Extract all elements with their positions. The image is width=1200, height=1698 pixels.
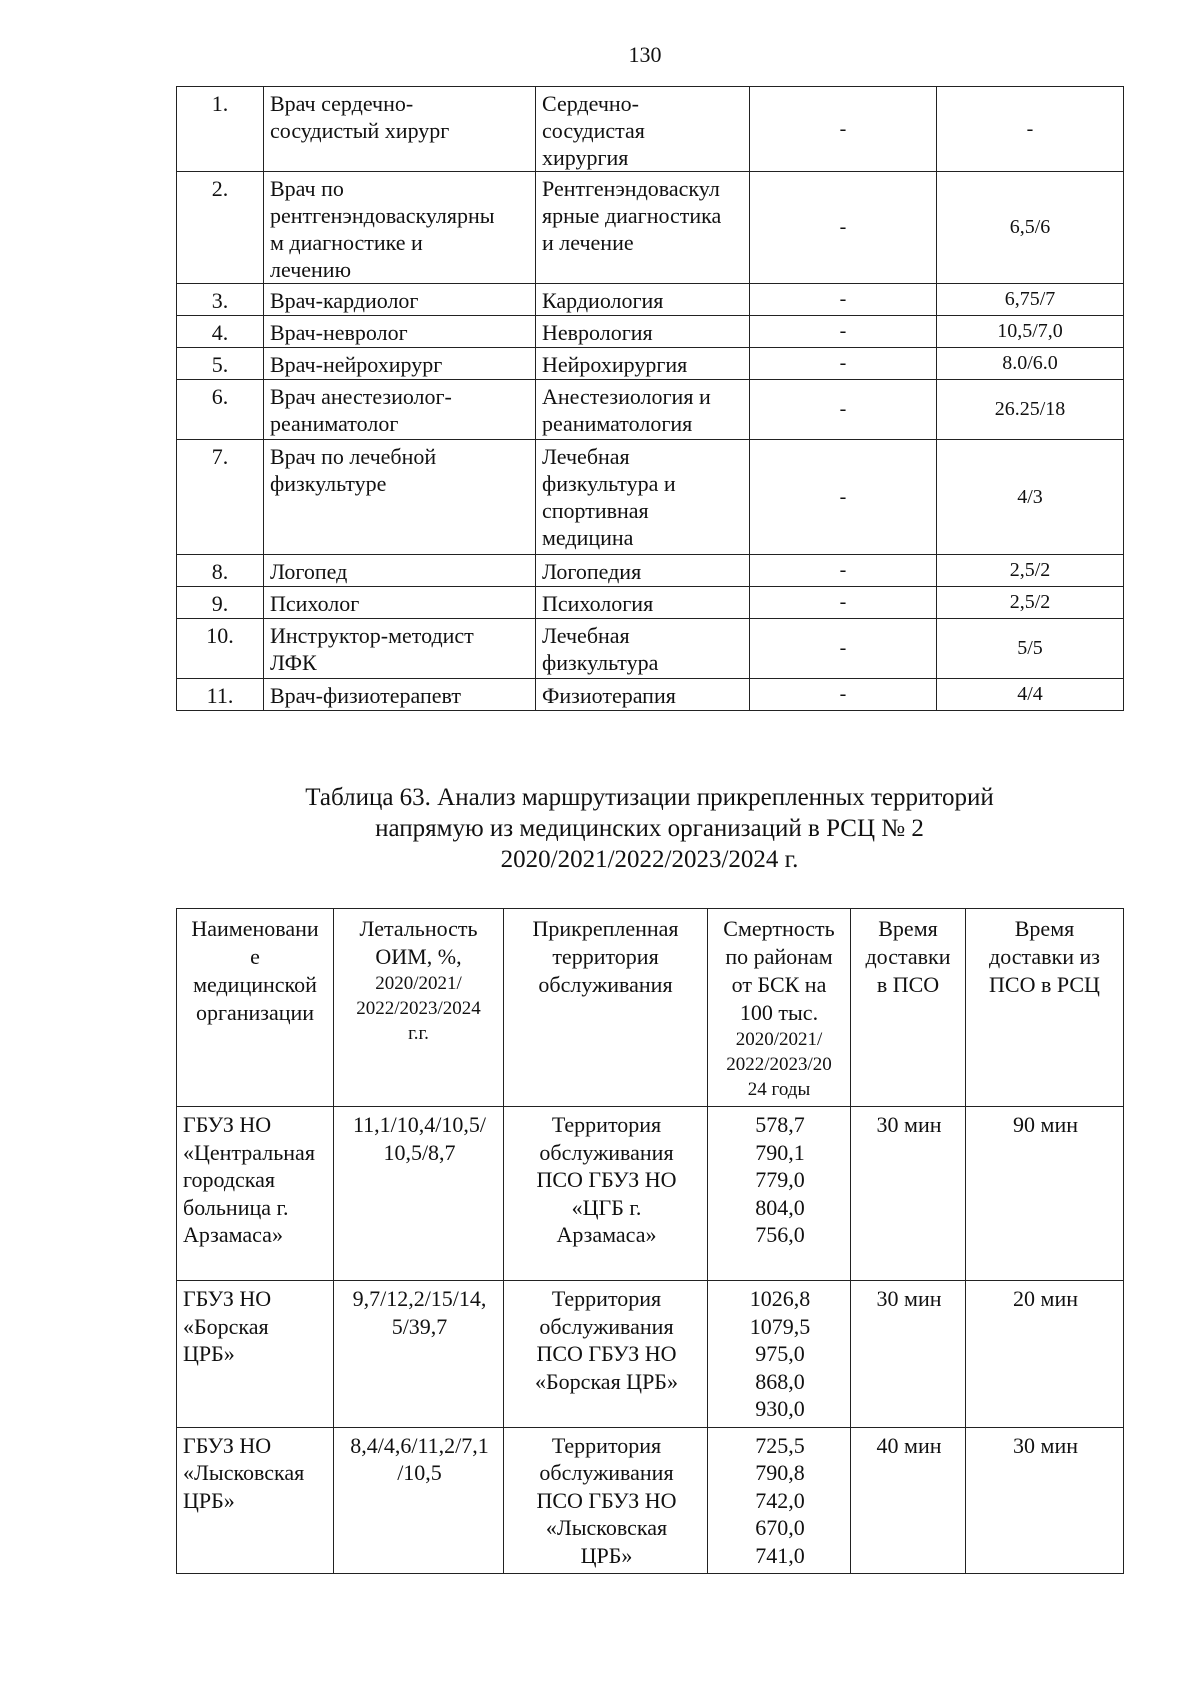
mortality-line: 1026,8 bbox=[749, 1286, 811, 1311]
organization-line: больница г. bbox=[183, 1194, 289, 1220]
table-row bbox=[177, 172, 1124, 284]
table-row bbox=[177, 587, 1124, 619]
lethality-line: 5/39,7 bbox=[391, 1313, 448, 1339]
value2-cell: 6,5/6 bbox=[937, 172, 1124, 284]
value1-cell: - bbox=[750, 348, 937, 380]
position-line: Врач по bbox=[270, 176, 344, 201]
column-header bbox=[966, 909, 1124, 1107]
mortality-line: 779,0 bbox=[755, 1167, 805, 1192]
table-row bbox=[177, 284, 1124, 316]
specialty-line: Сердечно- bbox=[542, 91, 639, 116]
mortality-line: 975,0 bbox=[755, 1341, 805, 1366]
position-cell bbox=[264, 316, 536, 348]
header-line: доставки bbox=[865, 944, 951, 969]
mortality-line: 670,0 bbox=[755, 1515, 805, 1540]
organization-line: городская bbox=[183, 1167, 276, 1192]
caption-line: напрямую из медицинских организаций в РСЦ № 2 bbox=[375, 815, 924, 842]
delivery-pso-cell: 30 мин bbox=[851, 1107, 966, 1281]
mortality-line: 578,7 bbox=[755, 1112, 805, 1137]
column-header bbox=[177, 909, 334, 1107]
territory-line: ПСО ГБУЗ НО bbox=[536, 1167, 677, 1192]
mortality-line: 790,8 bbox=[755, 1460, 805, 1485]
row-number: 1. bbox=[177, 87, 264, 172]
organization-line: «Борская bbox=[183, 1313, 269, 1339]
position-line: реаниматолог bbox=[270, 411, 399, 436]
value2-cell: 5/5 bbox=[937, 619, 1124, 679]
territory-line: ЦРБ» bbox=[580, 1542, 633, 1568]
column-header bbox=[334, 909, 504, 1107]
territory-line: Территория bbox=[551, 1112, 662, 1137]
header-subline: 2020/2021/ bbox=[735, 1029, 823, 1050]
header-line: 100 тыс. bbox=[739, 1000, 819, 1025]
organization-line: ЦРБ» bbox=[183, 1487, 235, 1513]
specialty-line: медицина bbox=[542, 525, 634, 550]
value2-cell: 2,5/2 bbox=[937, 587, 1124, 619]
organization-line: ЦРБ» bbox=[183, 1341, 235, 1366]
page-number: 130 bbox=[628, 42, 662, 67]
position-line: физкультуре bbox=[270, 471, 387, 496]
header-line: ОИМ, %, bbox=[375, 944, 462, 969]
row-number: 3. bbox=[177, 284, 264, 316]
territory-line: обслуживания bbox=[539, 1139, 674, 1165]
value1-cell: - bbox=[750, 619, 937, 679]
organization-line: ГБУЗ НО bbox=[183, 1432, 272, 1458]
specialty-line: хирургия bbox=[542, 145, 629, 170]
territory-line: Арзамаса» bbox=[556, 1222, 657, 1247]
value2-cell: - bbox=[937, 87, 1124, 172]
header-line: Время bbox=[878, 916, 938, 941]
header-line: от БСК на bbox=[731, 972, 827, 997]
header-subline: 2020/2021/ bbox=[375, 973, 462, 994]
territory-line: «ЦГБ г. bbox=[571, 1194, 642, 1220]
territory-line: Территория bbox=[551, 1432, 662, 1458]
header-line: Наименовани bbox=[191, 916, 319, 941]
table-row bbox=[177, 1427, 1124, 1574]
territory-line: «Лысковская bbox=[545, 1515, 668, 1540]
organization-line: ГБУЗ НО bbox=[183, 1286, 272, 1311]
position-line: рентгенэндоваскулярны bbox=[270, 203, 495, 228]
lethality-cell bbox=[334, 1107, 504, 1281]
header-subline: 2022/2023/20 bbox=[726, 1054, 832, 1075]
value1-cell: - bbox=[750, 87, 937, 172]
position-cell bbox=[264, 172, 536, 284]
specialty-line: Лечебная bbox=[542, 444, 630, 469]
position-line: м диагностике и bbox=[270, 230, 423, 255]
column-header bbox=[851, 909, 966, 1107]
territory-line: ПСО ГБУЗ НО bbox=[536, 1341, 677, 1366]
position-line: ЛФК bbox=[270, 650, 317, 675]
row-number: 2. bbox=[177, 172, 264, 284]
specialty-cell bbox=[536, 316, 750, 348]
organization-line: Арзамаса» bbox=[183, 1222, 283, 1247]
row-number: 10. bbox=[177, 619, 264, 679]
mortality-cell bbox=[708, 1107, 851, 1281]
header-line: ПСО в РСЦ bbox=[989, 972, 1100, 997]
organization-cell bbox=[177, 1427, 334, 1574]
position-line: Врач по лечебной bbox=[270, 444, 437, 469]
column-header bbox=[708, 909, 851, 1107]
delivery-rsc-cell: 20 мин bbox=[966, 1281, 1124, 1428]
specialty-line: реаниматология bbox=[542, 411, 693, 436]
position-cell bbox=[264, 555, 536, 587]
mortality-line: 1079,5 bbox=[749, 1313, 811, 1339]
position-line: сосудистый хирург bbox=[270, 118, 450, 143]
row-number: 8. bbox=[177, 555, 264, 587]
mortality-line: 868,0 bbox=[755, 1368, 805, 1394]
specialty-line: Анестезиология и bbox=[542, 384, 711, 409]
specialty-line: Рентгенэндоваскул bbox=[542, 176, 720, 201]
table-row bbox=[177, 679, 1124, 711]
territory-cell bbox=[504, 1427, 708, 1574]
position-line: Врач-физиотерапевт bbox=[270, 683, 461, 708]
specialty-line: физкультура bbox=[542, 650, 659, 675]
column-header bbox=[504, 909, 708, 1107]
specialty-line: Логопедия bbox=[542, 559, 642, 584]
row-number: 6. bbox=[177, 380, 264, 440]
mortality-line: 741,0 bbox=[755, 1542, 805, 1568]
delivery-rsc-cell: 90 мин bbox=[966, 1107, 1124, 1281]
mortality-line: 725,5 bbox=[755, 1432, 805, 1458]
territory-cell bbox=[504, 1281, 708, 1428]
row-number: 4. bbox=[177, 316, 264, 348]
lethality-line: 8,4/4,6/11,2/7,1 bbox=[350, 1432, 489, 1458]
routing-table bbox=[176, 908, 1124, 1574]
table-row bbox=[177, 1281, 1124, 1428]
table-row bbox=[177, 87, 1124, 172]
header-line: медицинской bbox=[193, 972, 317, 997]
position-cell bbox=[264, 380, 536, 440]
header-line: в ПСО bbox=[876, 972, 940, 997]
row-number: 11. bbox=[177, 679, 264, 711]
caption-line: 2020/2021/2022/2023/2024 г. bbox=[500, 846, 799, 873]
value2-cell: 6,75/7 bbox=[937, 284, 1124, 316]
value2-cell: 10,5/7,0 bbox=[937, 316, 1124, 348]
specialty-cell bbox=[536, 587, 750, 619]
value2-cell: 2,5/2 bbox=[937, 555, 1124, 587]
territory-line: обслуживания bbox=[539, 1313, 674, 1339]
header-line: обслуживания bbox=[538, 972, 673, 997]
specialty-line: Неврология bbox=[542, 320, 653, 345]
header-line: по районам bbox=[725, 944, 833, 969]
header-line: организации bbox=[195, 1000, 315, 1025]
position-line: Врач-нейрохирург bbox=[270, 352, 443, 377]
delivery-rsc-cell: 30 мин bbox=[966, 1427, 1124, 1574]
header-line: Смертность bbox=[723, 916, 835, 941]
lethality-line: /10,5 bbox=[397, 1460, 442, 1485]
value1-cell: - bbox=[750, 316, 937, 348]
specialty-cell bbox=[536, 172, 750, 284]
table-row bbox=[177, 348, 1124, 380]
header-row bbox=[177, 909, 1124, 1107]
specialty-cell bbox=[536, 348, 750, 380]
header-line: территория bbox=[552, 944, 659, 969]
territory-line: Территория bbox=[551, 1286, 662, 1311]
position-line: Врач сердечно- bbox=[270, 91, 414, 116]
specialty-cell bbox=[536, 380, 750, 440]
position-cell bbox=[264, 587, 536, 619]
lethality-line: 9,7/12,2/15/14, bbox=[352, 1286, 487, 1311]
mortality-line: 790,1 bbox=[755, 1139, 805, 1165]
header-line: е bbox=[250, 944, 260, 969]
specialty-line: Психология bbox=[542, 591, 654, 616]
header-line: доставки из bbox=[989, 944, 1100, 969]
position-cell bbox=[264, 440, 536, 555]
value1-cell: - bbox=[750, 679, 937, 711]
value1-cell: - bbox=[750, 555, 937, 587]
lethality-line: 10,5/8,7 bbox=[383, 1139, 456, 1165]
organization-cell bbox=[177, 1281, 334, 1428]
header-line: Прикрепленная bbox=[532, 916, 679, 941]
table-row bbox=[177, 619, 1124, 679]
position-line: Инструктор-методист bbox=[270, 623, 474, 648]
lethality-cell bbox=[334, 1281, 504, 1428]
header-subline: г.г. bbox=[408, 1023, 429, 1044]
specialty-cell bbox=[536, 87, 750, 172]
row-number: 5. bbox=[177, 348, 264, 380]
position-line: Логопед bbox=[270, 559, 348, 584]
position-cell bbox=[264, 284, 536, 316]
position-line: Врач-кардиолог bbox=[270, 288, 419, 313]
staff-table bbox=[176, 86, 1124, 711]
value1-cell: - bbox=[750, 587, 937, 619]
position-cell bbox=[264, 619, 536, 679]
organization-cell bbox=[177, 1107, 334, 1281]
table-row bbox=[177, 380, 1124, 440]
position-line: Врач анестезиолог- bbox=[270, 384, 452, 409]
position-cell bbox=[264, 87, 536, 172]
specialty-cell bbox=[536, 679, 750, 711]
header-line: Летальность bbox=[359, 916, 478, 941]
mortality-line: 804,0 bbox=[755, 1194, 805, 1220]
header-line: Время bbox=[1014, 916, 1075, 941]
specialty-cell bbox=[536, 284, 750, 316]
specialty-cell bbox=[536, 440, 750, 555]
position-cell bbox=[264, 679, 536, 711]
mortality-line: 742,0 bbox=[755, 1487, 805, 1513]
value1-cell: - bbox=[750, 380, 937, 440]
value1-cell: - bbox=[750, 172, 937, 284]
lethality-cell bbox=[334, 1427, 504, 1574]
territory-cell bbox=[504, 1107, 708, 1281]
value2-cell: 4/4 bbox=[937, 679, 1124, 711]
mortality-cell bbox=[708, 1281, 851, 1428]
table-row bbox=[177, 1107, 1124, 1281]
delivery-pso-cell: 40 мин bbox=[851, 1427, 966, 1574]
mortality-line: 756,0 bbox=[755, 1222, 805, 1247]
organization-line: «Лысковская bbox=[183, 1460, 305, 1485]
table-row bbox=[177, 555, 1124, 587]
specialty-cell bbox=[536, 619, 750, 679]
territory-line: ПСО ГБУЗ НО bbox=[536, 1487, 677, 1513]
position-line: лечению bbox=[270, 257, 352, 282]
table-caption bbox=[176, 782, 1123, 875]
organization-line: ГБУЗ НО bbox=[183, 1112, 272, 1137]
mortality-cell bbox=[708, 1427, 851, 1574]
position-line: Врач-невролог bbox=[270, 320, 408, 345]
row-number: 7. bbox=[177, 440, 264, 555]
specialty-line: Лечебная bbox=[542, 623, 630, 648]
header-subline: 24 годы bbox=[747, 1079, 811, 1100]
specialty-line: физкультура и bbox=[542, 471, 676, 496]
specialty-line: Нейрохирургия bbox=[542, 352, 688, 377]
value1-cell: - bbox=[750, 440, 937, 555]
position-cell bbox=[264, 348, 536, 380]
specialty-line: сосудистая bbox=[542, 118, 645, 143]
header-subline: 2022/2023/2024 bbox=[356, 998, 481, 1019]
value2-cell: 4/3 bbox=[937, 440, 1124, 555]
caption-line: Таблица 63. Анализ маршрутизации прикрепленных территорий bbox=[305, 784, 994, 811]
territory-line: обслуживания bbox=[539, 1460, 674, 1485]
table-row bbox=[177, 440, 1124, 555]
delivery-pso-cell: 30 мин bbox=[851, 1281, 966, 1428]
row-number: 9. bbox=[177, 587, 264, 619]
specialty-line: Кардиология bbox=[542, 288, 664, 313]
mortality-line: 930,0 bbox=[755, 1396, 805, 1421]
position-line: Психолог bbox=[270, 591, 360, 616]
table-row bbox=[177, 316, 1124, 348]
specialty-line: ярные диагностика bbox=[542, 203, 722, 228]
specialty-line: спортивная bbox=[542, 498, 649, 523]
specialty-cell bbox=[536, 555, 750, 587]
specialty-line: Физиотерапия bbox=[542, 683, 676, 708]
value2-cell: 26.25/18 bbox=[937, 380, 1124, 440]
lethality-line: 11,1/10,4/10,5/ bbox=[352, 1112, 487, 1137]
specialty-line: и лечение bbox=[542, 230, 634, 255]
territory-line: «Борская ЦРБ» bbox=[535, 1368, 678, 1394]
value2-cell: 8.0/6.0 bbox=[937, 348, 1124, 380]
value1-cell: - bbox=[750, 284, 937, 316]
organization-line: «Центральная bbox=[183, 1139, 315, 1165]
